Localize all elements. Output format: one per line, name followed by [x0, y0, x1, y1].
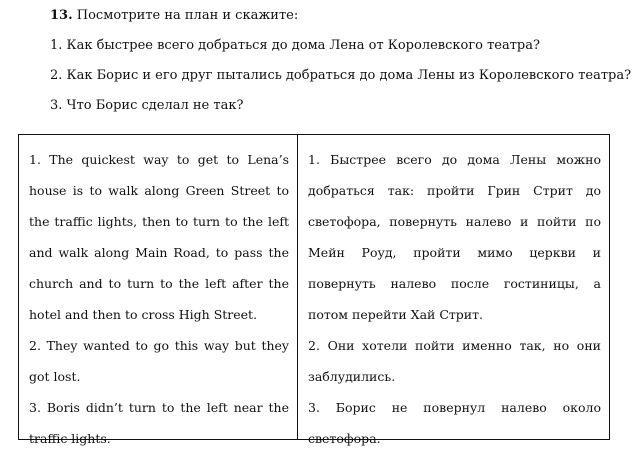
english-answers-column	[19, 135, 298, 446]
russian-answer-3: 3. Борис не повернул налево около светофора.	[308, 400, 601, 446]
task-title	[50, 8, 630, 24]
russian-answer-2: 2. Они хотели пойти именно так, но они заблудились.	[308, 338, 601, 384]
task-number: 13.	[50, 8, 73, 23]
question-3: 3. Что Борис сделал не так?	[50, 98, 244, 113]
russian-answers-column	[298, 135, 609, 446]
english-answer-2: 2. They wanted to go this way but they got lost.	[29, 338, 289, 384]
english-answer-3: 3. Boris didn’t turn to the left near the traffic lights.	[29, 400, 289, 446]
task-instruction: Посмотрите на план и скажите:	[76, 8, 299, 23]
answers-table	[18, 134, 610, 446]
question-1: 1. Как быстрее всего добраться до дома Лена от Королевского театра?	[50, 38, 540, 53]
exercise-header	[50, 8, 630, 128]
question-2: 2. Как Борис и его друг пытались добраться до дома Лены из Королевского театра?	[50, 68, 632, 83]
russian-answer-1: 1. Быстрее всего до дома Лены можно добраться так: пройти Грин Стрит до светофора, повернуть налево и пойти по Мейн Роуд, пройти мимо церкви и повернуть налево после гостиницы, а потом перейти Хай Стрит.	[308, 152, 601, 322]
english-answer-1: 1. The quickest way to get to Lena’s house is to walk along Green Street to the traffic lights, then to turn to the left and walk along Main Road, to pass the church and to turn to the left after the hotel and then to cross High Street.	[29, 152, 289, 322]
